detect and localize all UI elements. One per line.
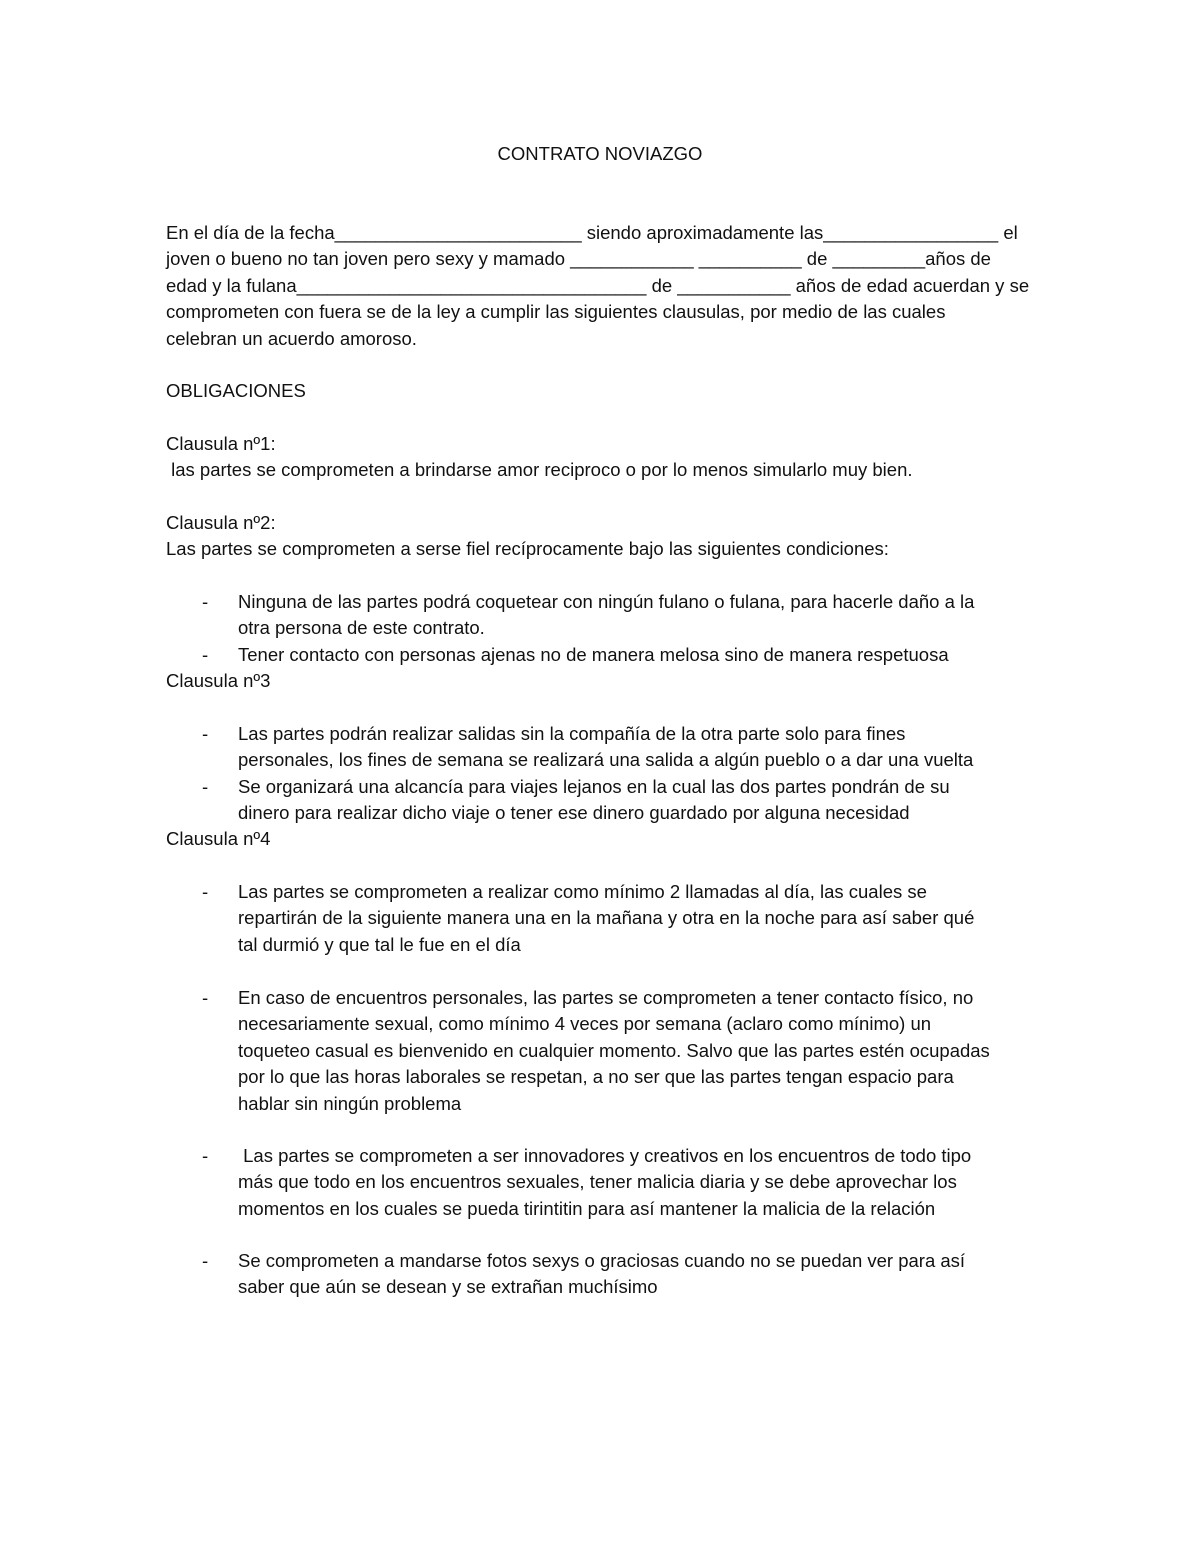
- list-item-line: Las partes se comprometen a ser innovadores y creativos en los encuentros de todo tipo: [238, 1145, 972, 1166]
- list-item: [166, 1143, 1046, 1222]
- list-item-line: Las partes podrán realizar salidas sin la compañía de la otra parte solo para fines: [238, 723, 906, 744]
- bullet-marker: -: [202, 1250, 209, 1271]
- list-item-line: toqueteo casual es bienvenido en cualquier momento. Salvo que las partes estén ocupadas: [238, 1039, 990, 1061]
- intro-line: celebran un acuerdo amoroso.: [166, 327, 417, 349]
- intro-line: En el día de la fecha________________________ siendo aproximadamente las_________________ el: [166, 222, 1018, 243]
- list-item: [166, 589, 1046, 642]
- clause-2: [166, 510, 1046, 563]
- list-item: [166, 642, 1046, 668]
- bullet-marker: -: [202, 775, 209, 797]
- list-item: [166, 774, 1046, 827]
- clause-text: las partes se comprometen a brindarse amor reciproco o por lo menos simularlo muy bien.: [166, 459, 913, 481]
- list-item-line: personales, los fines de semana se realizará una salida a algún pueblo o a dar una vuelta: [238, 749, 974, 771]
- list-item-line: repartirán de la siguiente manera una en la mañana y otra en la noche para así saber qué: [238, 907, 975, 929]
- list-item-line: dinero para realizar dicho viaje o tener ese dinero guardado por alguna necesidad: [238, 802, 910, 824]
- list-item-line: saber que aún se desean y se extrañan muchísimo: [238, 1276, 658, 1298]
- bullet-marker: -: [202, 591, 209, 612]
- clause-1: [166, 431, 1046, 484]
- list-item-line: por lo que las horas laborales se respetan, a no ser que las partes tengan espacio para: [238, 1066, 954, 1088]
- list-item-line: más que todo en los encuentros sexuales, tener malicia diaria y se debe aprovechar los: [238, 1171, 957, 1193]
- clause-4-bullet-2: [166, 985, 1046, 1117]
- clause-2-bullets: [166, 589, 1046, 668]
- list-item: [166, 1248, 1046, 1301]
- list-item: [166, 721, 1046, 774]
- list-item-line: tal durmió y que tal le fue en el día: [238, 933, 521, 955]
- list-item-line: Se organizará una alcancía para viajes lejanos en la cual las dos partes pondrán de su: [238, 775, 950, 797]
- list-item-line: necesariamente sexual, como mínimo 4 veces por semana (aclaro como mínimo) un: [238, 1013, 932, 1035]
- list-item: [166, 985, 1046, 1117]
- bullet-marker: -: [202, 881, 209, 902]
- section-heading: OBLIGACIONES: [166, 380, 306, 401]
- list-item: [166, 879, 1046, 958]
- clause-heading: Clausula nº1:: [166, 433, 276, 454]
- clause-3-bullets: [166, 721, 1046, 827]
- list-item-line: Se comprometen a mandarse fotos sexys o graciosas cuando no se puedan ver para así: [238, 1250, 966, 1271]
- bullet-marker: -: [202, 1145, 209, 1166]
- clause-4-bullet-1: [166, 879, 1046, 958]
- clause-4-bullet-3: [166, 1143, 1046, 1222]
- document-title: CONTRATO NOVIAZGO: [497, 143, 703, 164]
- list-item-line: hablar sin ningún problema: [238, 1092, 462, 1114]
- bullet-marker: -: [202, 643, 209, 665]
- intro-line: edad y la fulana__________________________________ de ___________ años de edad acuerdan y se: [166, 274, 1030, 296]
- list-item-line: Ninguna de las partes podrá coquetear con ningún fulano o fulana, para hacerle daño a la: [238, 591, 975, 612]
- bullet-marker: -: [202, 723, 209, 744]
- list-item-line: otra persona de este contrato.: [238, 617, 485, 639]
- bullet-marker: -: [202, 987, 209, 1008]
- clause-4-bullet-4: [166, 1248, 1046, 1301]
- clause-heading: Clausula nº2:: [166, 512, 276, 533]
- clause-text: Las partes se comprometen a serse fiel recíprocamente bajo las siguientes condiciones:: [166, 538, 889, 560]
- clause-heading: Clausula nº4: [166, 828, 271, 849]
- list-item-line: momentos en los cuales se pueda tirintitin para así mantener la malicia de la relación: [238, 1197, 936, 1219]
- intro-paragraph: [166, 220, 1046, 352]
- clause-3: [166, 668, 1046, 694]
- intro-line: comprometen con fuera se de la ley a cumplir las siguientes clausulas, por medio de las cuales: [166, 301, 946, 323]
- list-item-line: Tener contacto con personas ajenas no de manera melosa sino de manera respetuosa: [238, 643, 949, 665]
- list-item-line: En caso de encuentros personales, las partes se comprometen a tener contacto físico, no: [238, 987, 974, 1008]
- intro-line: joven o bueno no tan joven pero sexy y mamado ____________ __________ de _________años de: [166, 248, 991, 270]
- clause-4: [166, 826, 1046, 852]
- list-item-line: Las partes se comprometen a realizar como mínimo 2 llamadas al día, las cuales se: [238, 881, 927, 902]
- clause-heading: Clausula nº3: [166, 670, 271, 691]
